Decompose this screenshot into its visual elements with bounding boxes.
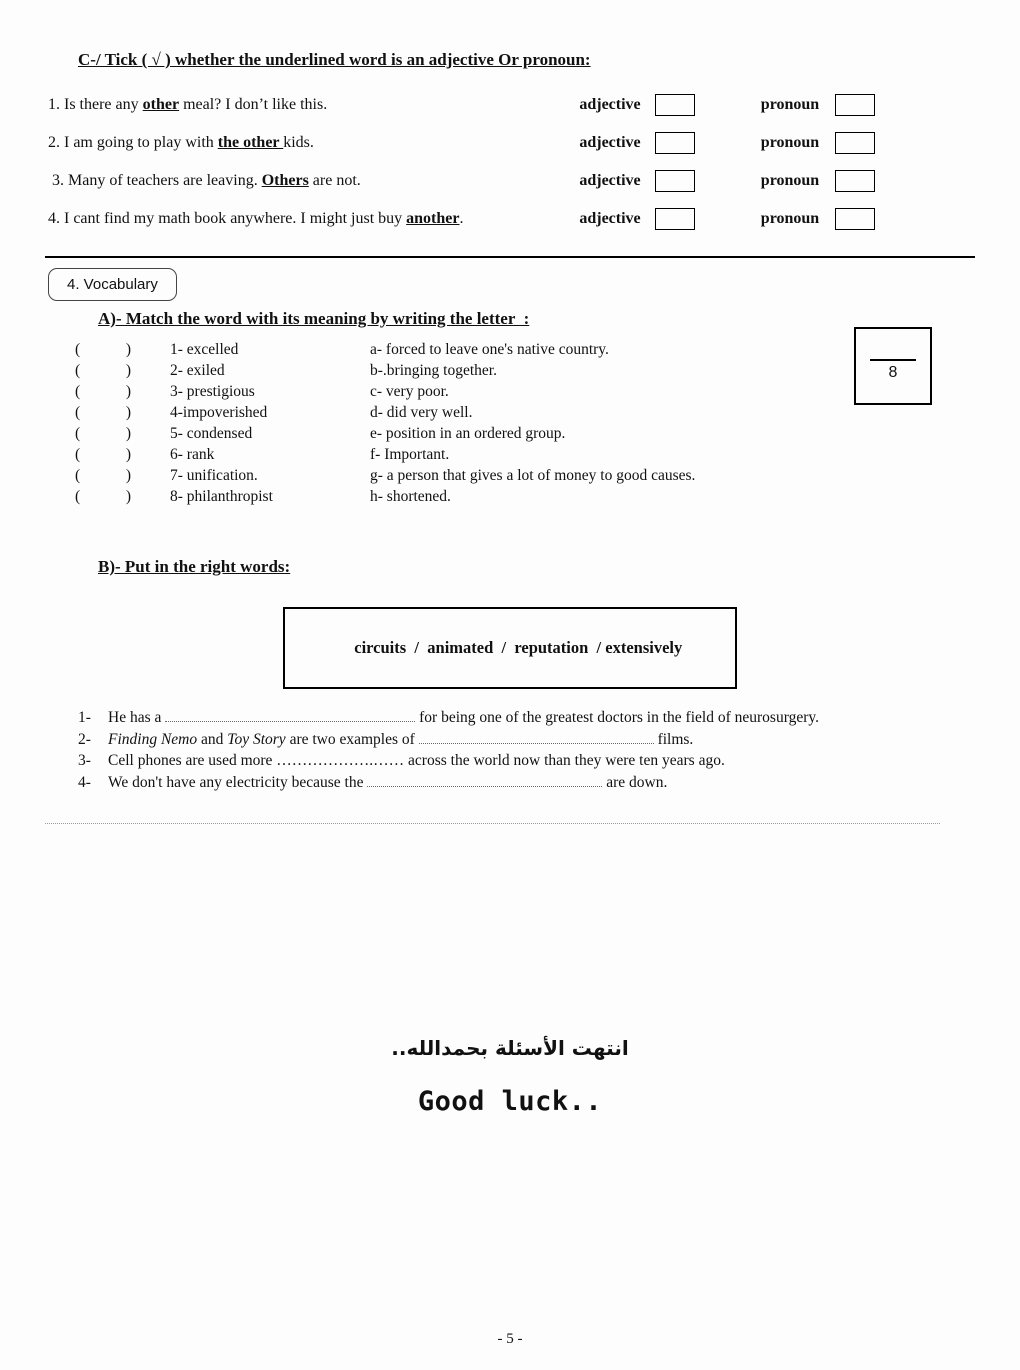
paren-close: )	[125, 404, 131, 421]
answer-blank[interactable]	[75, 402, 131, 423]
adjective-label: adjective	[579, 134, 641, 151]
end-of-questions-note: انتهت الأسئلة بحمدالله..	[391, 1036, 629, 1060]
page-number: - 5 -	[497, 1331, 523, 1347]
answer-blank[interactable]	[75, 486, 131, 507]
sentence-pre: We don't have any electricity because the	[108, 773, 368, 791]
score-box	[854, 327, 932, 405]
pronoun-checkbox[interactable]	[835, 170, 875, 192]
paren-close: )	[125, 446, 131, 463]
question-pre: 3. Many of teachers are leaving.	[48, 172, 262, 189]
exam-page	[0, 50, 1020, 1347]
score-value: 8	[888, 364, 898, 381]
part-a-title: A)- Match the word with its meaning by writing the letter :	[98, 309, 530, 328]
match-term: 1- excelled	[170, 341, 239, 358]
paren-close: )	[125, 488, 131, 505]
answer-blank[interactable]	[75, 360, 131, 381]
question-post: are not.	[308, 172, 361, 189]
question-text	[48, 208, 573, 230]
match-definition: h- shortened.	[370, 488, 451, 505]
paren-open: (	[75, 341, 81, 358]
fill-in-sentence	[78, 707, 980, 729]
match-definition: d- did very well.	[370, 404, 473, 421]
paren-open: (	[75, 404, 81, 421]
question-row	[48, 94, 875, 116]
paren-open: (	[75, 383, 81, 400]
paren-close: )	[125, 383, 131, 400]
underlined-word: other	[142, 96, 180, 113]
dotted-divider	[45, 823, 940, 824]
adjective-checkbox[interactable]	[655, 94, 695, 116]
adjective-label: adjective	[579, 210, 641, 227]
match-term: 2- exiled	[170, 362, 225, 379]
match-term: 5- condensed	[170, 425, 253, 442]
paren-close: )	[125, 467, 131, 484]
pronoun-checkbox[interactable]	[835, 208, 875, 230]
match-definition: a- forced to leave one's native country.	[370, 341, 609, 358]
answer-blank[interactable]	[75, 423, 131, 444]
match-definition: g- a person that gives a lot of money to good causes.	[370, 467, 696, 484]
match-term: 3- prestigious	[170, 383, 255, 400]
question-post: meal? I don’t like this.	[179, 96, 328, 113]
vocabulary-section-tab	[48, 268, 177, 301]
match-definition: e- position in an ordered group.	[370, 425, 566, 442]
adjective-checkbox[interactable]	[655, 208, 695, 230]
answer-blank[interactable]	[75, 465, 131, 486]
fill-in-list	[78, 707, 980, 793]
adjective-label: adjective	[579, 96, 641, 113]
question-text	[48, 132, 573, 154]
question-row	[48, 170, 875, 192]
fill-blank[interactable]	[165, 710, 415, 722]
sentence-number: 3-	[78, 752, 91, 769]
good-luck-text: Good luck..	[417, 1086, 603, 1117]
sentence-text	[108, 729, 980, 751]
sentence-mid: and	[197, 730, 228, 748]
fill-blank[interactable]	[419, 732, 654, 744]
sentence-text: Cell phones are used more ……………….…… across the world now than they were ten years ago.	[108, 752, 725, 769]
sentence-pre: are two examples of	[285, 730, 419, 748]
word-bank-words: circuits / animated / reputation / extensively	[354, 638, 683, 657]
sentence-number: 4-	[78, 773, 91, 791]
sentence-pre: He has a	[108, 709, 166, 726]
sentence-number: 2-	[78, 730, 91, 748]
vocabulary-section-label: 4. Vocabulary	[67, 276, 158, 293]
answer-blank[interactable]	[75, 444, 131, 465]
underlined-word: Others	[261, 172, 309, 189]
paren-open: (	[75, 488, 81, 505]
match-term: 4-impoverished	[170, 404, 268, 421]
match-row	[75, 465, 1020, 486]
section-divider	[45, 256, 975, 258]
question-text	[48, 170, 573, 192]
score-blank-line	[870, 359, 916, 361]
pronoun-checkbox[interactable]	[835, 132, 875, 154]
question-row	[48, 132, 875, 154]
question-pre: 2. I am going to play with	[48, 134, 218, 151]
question-pre: 4. I cant find my math book anywhere. I might just buy	[48, 210, 407, 227]
answer-blank[interactable]	[75, 381, 131, 402]
pronoun-label: pronoun	[760, 134, 820, 151]
match-row	[75, 444, 1020, 465]
match-definition: c- very poor.	[370, 383, 449, 400]
fill-blank[interactable]	[367, 775, 602, 787]
adjective-checkbox[interactable]	[655, 170, 695, 192]
sentence-post: for being one of the greatest doctors in the field of neurosurgery.	[415, 709, 819, 726]
fill-in-sentence	[78, 750, 980, 772]
movie-title: Toy Story	[227, 730, 286, 748]
fill-in-sentence	[78, 729, 980, 751]
paren-open: (	[75, 425, 81, 442]
section-c-title: C-/ Tick ( √ ) whether the underlined word is an adjective Or pronoun:	[78, 50, 591, 69]
question-post: .	[459, 210, 464, 227]
match-row	[75, 402, 1020, 423]
match-term: 8- philanthropist	[170, 488, 273, 505]
sentence-text	[108, 772, 980, 794]
sentence-post: films.	[653, 730, 694, 748]
fill-in-sentence	[78, 772, 980, 794]
part-b-title: B)- Put in the right words:	[98, 557, 291, 576]
pronoun-label: pronoun	[760, 172, 820, 189]
match-definition: b-.bringing together.	[370, 362, 497, 379]
underlined-word: another	[406, 210, 460, 227]
pronoun-label: pronoun	[760, 96, 820, 113]
question-post: kids.	[283, 134, 314, 151]
match-term: 6- rank	[170, 446, 215, 463]
sentence-post: are down.	[602, 773, 668, 791]
paren-close: )	[125, 425, 131, 442]
pronoun-label: pronoun	[760, 210, 820, 227]
paren-close: )	[125, 362, 131, 379]
match-term: 7- unification.	[170, 467, 258, 484]
question-text	[48, 94, 573, 116]
sentence-number: 1-	[78, 709, 91, 726]
underlined-word: the other	[217, 134, 284, 151]
question-row	[48, 208, 875, 230]
adjective-label: adjective	[579, 172, 641, 189]
paren-open: (	[75, 362, 81, 379]
paren-open: (	[75, 446, 81, 463]
sentence-text	[108, 707, 980, 729]
match-definition: f- Important.	[370, 446, 450, 463]
adjective-checkbox[interactable]	[655, 132, 695, 154]
pronoun-checkbox[interactable]	[835, 94, 875, 116]
answer-blank[interactable]	[75, 339, 131, 360]
question-pre: 1. Is there any	[48, 96, 143, 113]
match-row	[75, 486, 1020, 507]
paren-close: )	[125, 341, 131, 358]
match-row	[75, 423, 1020, 444]
word-bank-box	[283, 607, 737, 689]
movie-title: Finding Nemo	[108, 730, 198, 748]
paren-open: (	[75, 467, 81, 484]
